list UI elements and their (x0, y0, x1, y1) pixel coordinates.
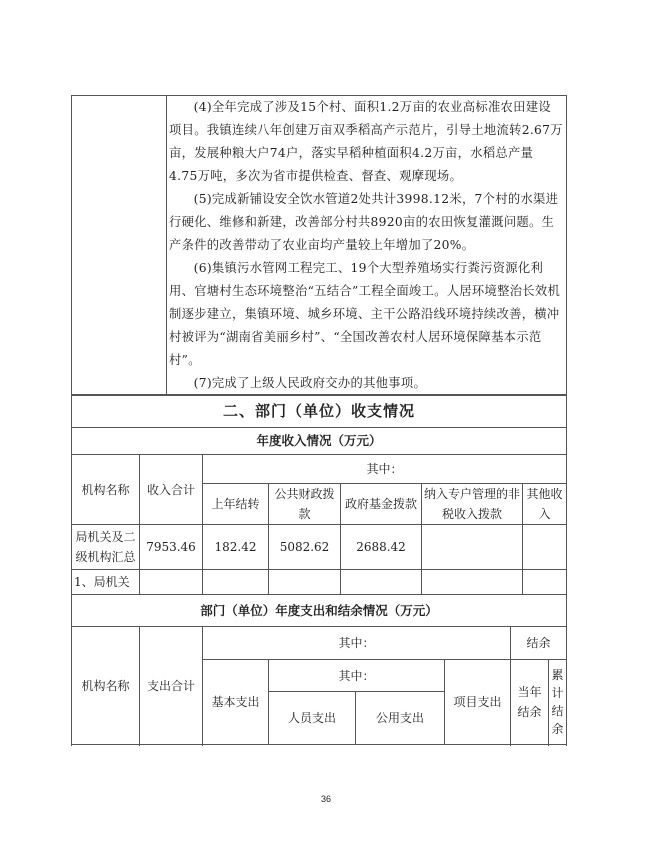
subcol: 上年结转 (203, 484, 269, 525)
subcol: 公共财政拨款 (269, 484, 341, 525)
income-table (71, 394, 567, 595)
of-which: 其中： (203, 627, 511, 660)
cell (341, 570, 422, 595)
paragraph-4: (4)全年完成了涉及15个村、面积1.2万亩的农业高标准农田建设项目。我镇连续八年创建万亩双季稻高产示范片，引导土地流转2.67万亩，发展种粮大户74户，落实早稻种植面积4.2万亩，水稻总产量 4.75万吨，多次为省市提供检查、督查、观摩现场。 (169, 100, 563, 183)
col-name: 机构名称 (72, 627, 140, 745)
row-name: 1、局机关 (72, 570, 140, 595)
table-row (72, 525, 567, 570)
cell: 182.42 (203, 525, 269, 570)
of-which: 其中： (203, 455, 567, 484)
row-name: 局机关及二级机构汇总 (72, 525, 140, 570)
col-total: 支出合计 (140, 627, 203, 745)
blank-cell (72, 96, 167, 396)
paragraph-6: (6)集镇污水管网工程完工、19个大型养殖场实行粪污资源化利用、官塘村生态环境整治“五结合”工程全面竣工。人居环境整治长效机制逐步建立，集镇环境、城乡环境、主干公路沿线环境持续改善，横冲村被评为“湖南省美丽乡村”、“全国改善农村人居环境保障基本示范村”。 (169, 261, 561, 367)
table-row (72, 570, 567, 595)
section-title: 二、部门（单位）收支情况 (72, 395, 567, 428)
cell (523, 570, 567, 595)
expense-title: 部门（单位）年度支出和结余情况（万元） (72, 595, 567, 627)
cell (203, 570, 269, 595)
col-total: 收入合计 (140, 455, 203, 525)
balance: 结余 (511, 627, 567, 660)
cell (422, 525, 523, 570)
col-name: 机构名称 (72, 455, 140, 525)
of-which-2: 其中： (269, 660, 445, 692)
page-number: 36 (320, 794, 331, 804)
expense-table (71, 594, 567, 745)
cell (523, 525, 567, 570)
work-summary-table (71, 95, 567, 396)
public-expense: 公用支出 (356, 692, 445, 745)
current-balance: 当年结余 (511, 660, 549, 745)
row-total: 7953.46 (140, 525, 203, 570)
subcol: 政府基金拨款 (341, 484, 422, 525)
project-expense: 项目支出 (445, 660, 511, 745)
cumulative-balance: 累计结余 (549, 660, 567, 745)
cell: 5082.62 (269, 525, 341, 570)
personnel-expense: 人员支出 (269, 692, 356, 745)
subcol: 纳入专户管理的非税收入拨款 (422, 484, 523, 525)
cell (422, 570, 523, 595)
cell: 2688.42 (341, 525, 422, 570)
cell (269, 570, 341, 595)
paragraph-7: (7)完成了上级人民政府交办的其他事项。 (193, 376, 427, 390)
basic-expense: 基本支出 (203, 660, 269, 745)
summary-text (167, 96, 567, 396)
subcol: 其他收入 (523, 484, 567, 525)
income-title: 年度收入情况（万元） (72, 428, 567, 455)
row-total (140, 570, 203, 595)
paragraph-5: (5)完成新铺设安全饮水管道2处共计3998.12米，7个村的水渠进行硬化、维修和新建，改善部分村共8920亩的农田恢复灌溉问题。生产条件的改善带动了农业亩均产量较上年增加了20%。 (169, 192, 559, 252)
